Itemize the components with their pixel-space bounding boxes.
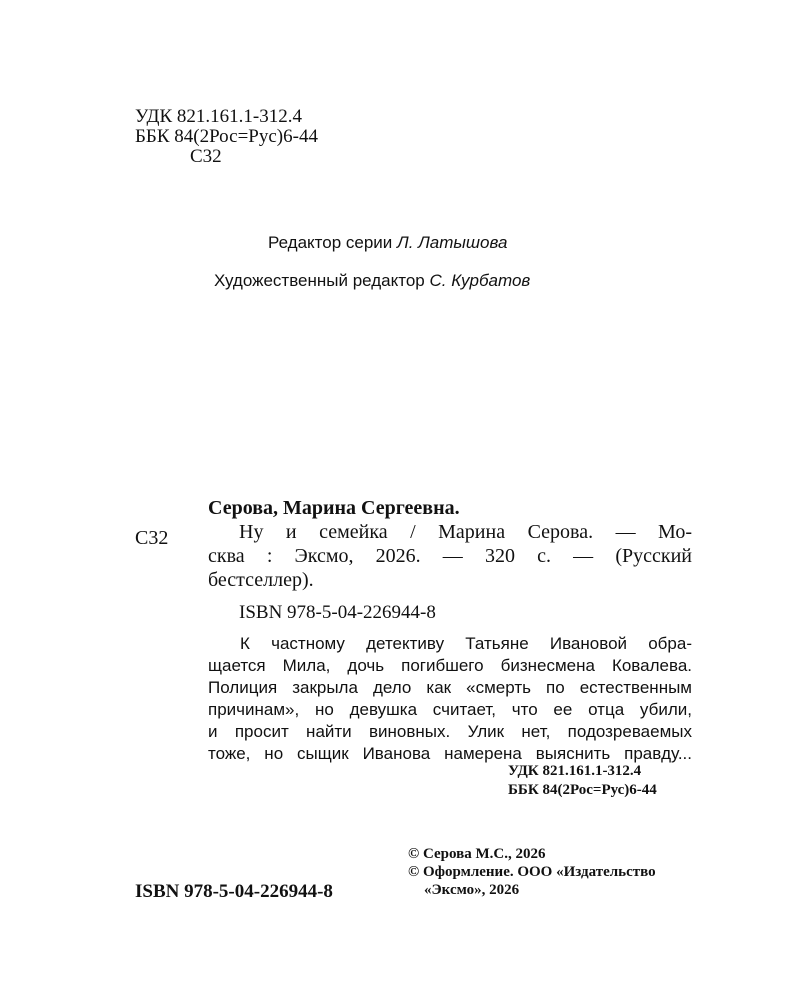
catalog-desc-line: сква : Эксмо, 2026. — 320 с. — (Русский [208,545,692,567]
annotation-line: щается Мила, дочь погибшего бизнесмена Ковалева. [208,656,692,675]
copyright-design: © Оформление. ООО «Издательство [408,864,656,880]
catalog-isbn: ISBN 978-5-04-226944-8 [239,602,436,623]
annotation-line: тоже, но сыщик Иванова намерена выяснить правду... [208,744,692,763]
copyright-publisher: «Эксмо», 2026 [424,882,520,898]
udk-code: УДК 821.161.1-312.4 [135,106,302,127]
annotation-line: и просит найти виновных. Улик нет, подозреваемых [208,722,692,741]
catalog-desc-line: бестселлер). [208,569,314,591]
catalog-desc-line: Ну и семейка / Марина Серова. — Мо- [239,521,692,543]
annotation-line: причинам», но девушка считает, что ее отца убили, [208,700,692,719]
art-editor-line [214,272,530,289]
series-editor-name: Л. Латышова [397,233,508,252]
series-editor-label: Редактор серии [268,233,393,252]
art-editor-name: С. Курбатов [429,271,531,290]
author-mark: С32 [190,146,222,167]
annotation-line: Полиция закрыла дело как «смерть по естественным [208,678,692,697]
annotation-line: К частному детективу Татьяне Ивановой обра- [240,634,692,653]
footer-isbn: ISBN 978-5-04-226944-8 [135,881,333,902]
catalog-author-mark: С32 [135,527,169,549]
series-editor-line [268,234,507,251]
copyright-author: © Серова М.С., 2026 [408,846,546,862]
art-editor-label: Художественный редактор [214,271,425,290]
catalog-author: Серова, Марина Сергеевна. [208,497,460,519]
catalog-bbk: ББК 84(2Рос=Рус)6-44 [508,782,657,798]
catalog-udk: УДК 821.161.1-312.4 [508,763,642,779]
bbk-code: ББК 84(2Рос=Рус)6-44 [135,126,318,147]
